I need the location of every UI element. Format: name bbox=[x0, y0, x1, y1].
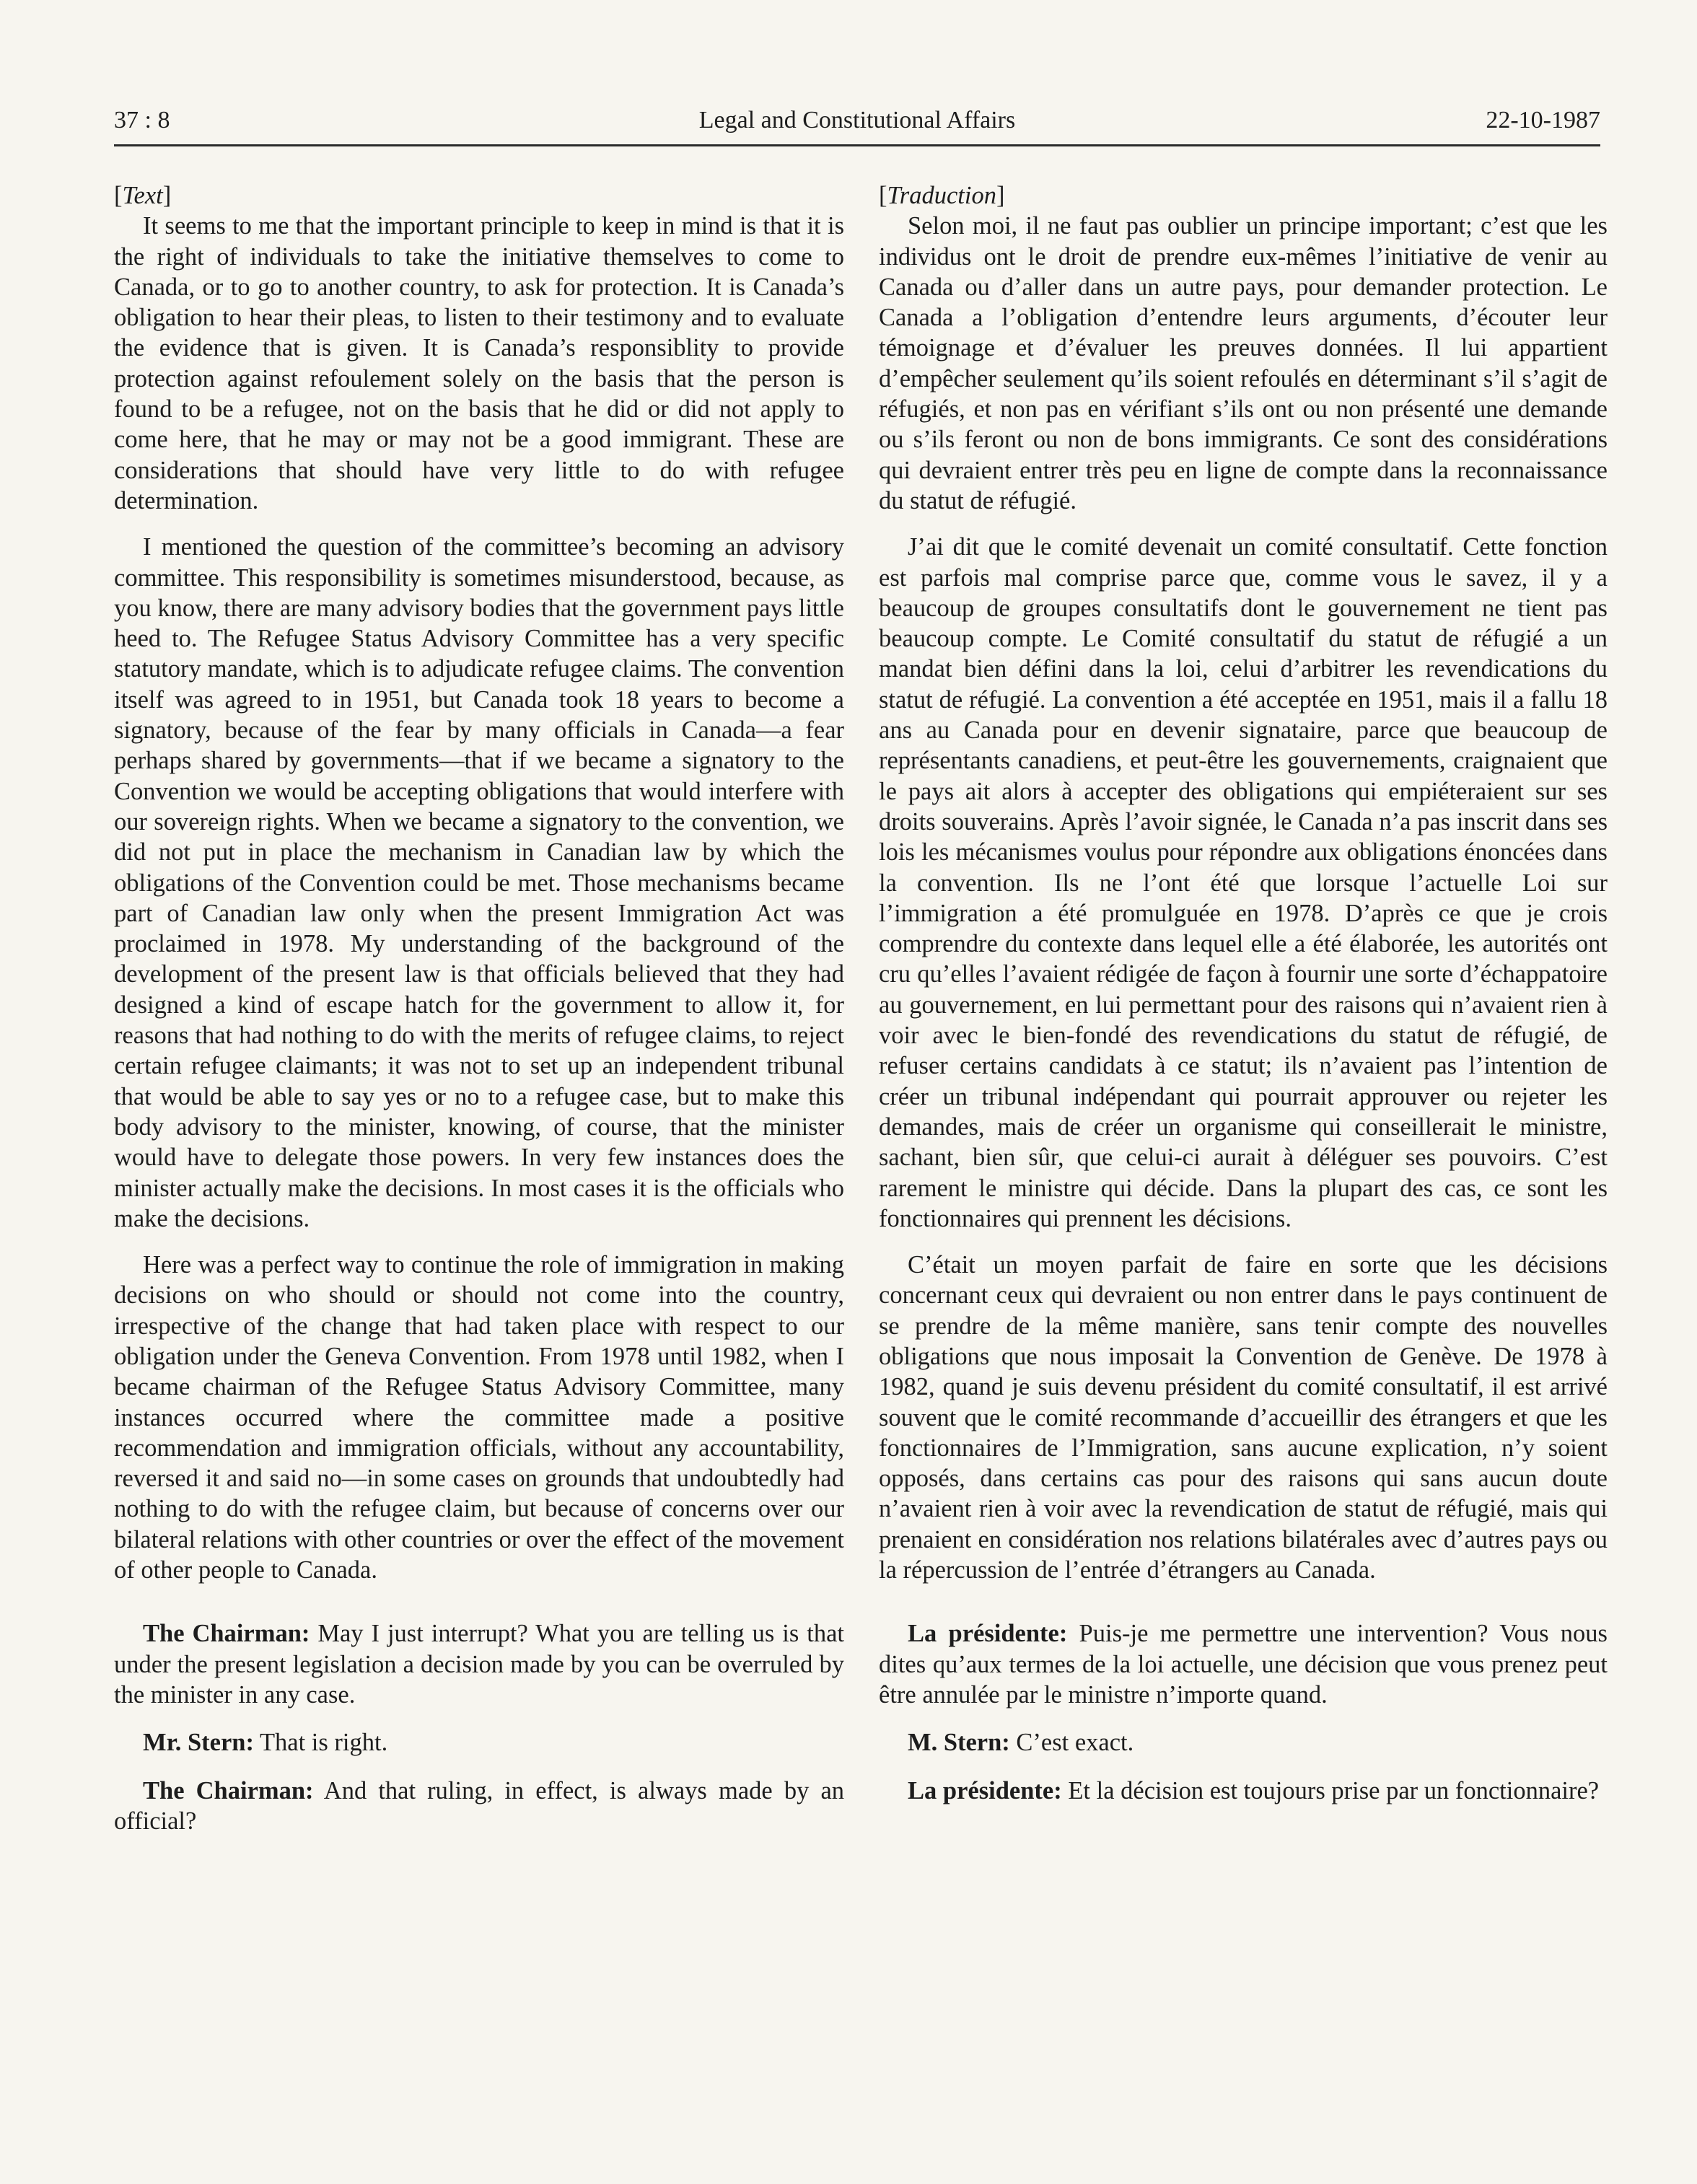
page-date: 22-10-1987 bbox=[1486, 107, 1600, 133]
speech: That is right. bbox=[253, 1729, 388, 1757]
page-title: Legal and Constitutional Affairs bbox=[698, 107, 1016, 133]
speech: Puis-je me permettre une intervention? Vous nous dites qu’aux termes de la loi actuelle, une décision que vous prenez peut être annulée par le ministre n’importe quand. bbox=[879, 1620, 1608, 1709]
paragraph: Here was a perfect way to continue the role of immigration in making decisions on who should or should not come into the country, irrespective of the change that had taken place with respect to our obligation under the Geneva Convention. From 1978 until 1982, when I became chairman of the Refugee Status Advisory Committee, many instances occurred where the committee made a positive recommendation and immigration officials, without any accountability, reversed it and said no—in some cases on grounds that undoubtedly had nothing to do with the refugee claim, but because of concerns over our bilateral relations with other countries or over the effect of the movement of other people to Canada. bbox=[114, 1251, 844, 1584]
exchange bbox=[114, 1618, 844, 1710]
exchange bbox=[879, 1618, 1608, 1710]
paragraph: It seems to me that the important principle to keep in mind is that it is the right of individuals to take the initiative themselves to come to Canada, or to go to another country, to ask for protection. It is Canada’s obligation to hear their pleas, to listen to their testimony and to evaluate the evidence that is given. It is Canada’s responsiblity to provide protection against refoulement solely on the basis that the person is found to be a refugee, not on the basis that he did or did not apply to come here, that he may or may not be a good immigrant. These are considerations that should have very little to do with refugee determination. bbox=[114, 212, 844, 514]
speaker-name: M. Stern: bbox=[908, 1729, 1010, 1757]
speaker-name: The Chairman: bbox=[143, 1620, 310, 1648]
exchange bbox=[879, 1776, 1608, 1806]
speech: C’est exact. bbox=[1009, 1729, 1134, 1757]
paragraph: I mentioned the question of the committee’s becoming an advisory committee. This responsibility is sometimes misunderstood, because, as you know, there are many advisory bodies that the government pays little heed to. The Refugee Status Advisory Committee has a very specific statutory mandate, which is to adjudicate refugee claims. The convention itself was agreed to in 1951, but Canada took 18 years to become a signatory, because of the fear by many officials in Canada—a fear perhaps shared by governments—that if we became a signatory to the Convention we would be accepting obligations that would interfere with our sovereign rights. When we became a signatory to the convention, we did not put in place the mechanism in Canadian law by which the obligations of the Convention could be met. Those mechanisms became part of Canadian law only when the present Immigration Act was proclaimed in 1978. My understanding of the background of the development of the present law is that officials believed that they had designed a kind of escape hatch for the government to allow it, for reasons that had nothing to do with the merits of refugee claims, to reject certain refugee claimants; it was not to set up an independent tribunal that would be able to say yes or no to a refugee case, but to make this body advisory to the minister, knowing, of course, that the minister would have to delegate those powers. In very few instances does the minister actually make the decisions. In most cases it is the officials who make the decisions. bbox=[114, 533, 844, 1232]
speech: Et la décision est toujours prise par un fonctionnaire? bbox=[1061, 1776, 1600, 1804]
french-column bbox=[879, 180, 1608, 1806]
page-header bbox=[114, 105, 1600, 146]
paragraph: Selon moi, il ne faut pas oublier un principe important; c’est que les individus ont le droit de prendre eux-mêmes l’initiative de venir au Canada ou d’aller dans un autre pays, pour demander protection. Le Canada a l’obligation d’entendre leurs arguments, d’écouter leur témoignage et d’évaluer les preuves données. Il lui appartient d’empêcher seulement qu’ils soient refoulés en déterminant s’il s’agit de réfugiés, et non pas en vérifiant s’ils ont ou non présenté une demande ou s’ils feront ou non de bons immigrants. Ce sont des considérations qui devraient entrer très peu en ligne de compte dans la reconnaissance du statut de réfugié. bbox=[879, 212, 1608, 514]
paragraph: J’ai dit que le comité devenait un comité consultatif. Cette fonction est parfois mal comprise parce que, comme vous le savez, il y a beaucoup de groupes consultatifs dont le gouvernement ne tient pas beaucoup compte. Le Comité consultatif du statut de réfugié a un mandat bien défini dans la loi, celui d’arbitrer les revendications du statut de réfugié. La convention a été acceptée en 1951, mais il a fallu 18 ans au Canada pour en devenir signataire, parce que beaucoup de représentants canadiens, et peut-être les gouvernements, craignaient que le pays ait alors à accepter des obligations qui empiéteraient sur ses droits souverains. Après l’avoir signée, le Canada n’a pas inscrit dans ses lois les mécanismes voulus pour répondre aux obligations énoncées dans la convention. Ils ne l’ont été que lorsque l’actuelle Loi sur l’immigration a été promulguée en 1978. D’après ce que je crois comprendre du contexte dans lequel elle a été élaborée, les autorités ont cru qu’elles l’avaient rédigée de façon à fournir une sorte d’échappatoire au gouvernement, en lui permettant pour des raisons qui n’avaient rien à voir avec le bien-fondé des revendications du statut de réfugié, de refuser certains candidats à ce statut; ils n’avaient pas l’intention de créer un tribunal indépendant qui pourrait approuver ou rejeter les demandes, mais de créer un organisme qui conseillerait le ministre, sachant, bien sûr, que celui-ci aurait à déléguer ses pouvoirs. C’est rarement le ministre qui décide. Dans la plupart des cas, ce sont les fonctionnaires qui prennent les décisions. bbox=[879, 533, 1608, 1232]
speaker-name: La présidente: bbox=[908, 1776, 1062, 1804]
section-label: [Traduction] bbox=[879, 182, 1005, 209]
exchange bbox=[114, 1776, 844, 1837]
english-column bbox=[114, 180, 844, 1836]
exchange bbox=[114, 1727, 844, 1758]
page-number: 37 : 8 bbox=[114, 107, 170, 133]
speech: And that ruling, in effect, is always made by an official? bbox=[114, 1776, 845, 1835]
speaker-name: The Chairman: bbox=[143, 1776, 314, 1804]
speech: May I just interrupt? What you are telling us is that under the present legislation a decision made by you can be overruled by the minister in any case. bbox=[114, 1620, 844, 1709]
paragraph: C’était un moyen parfait de faire en sorte que les décisions concernant ceux qui devraient ou non entrer dans le pays continuent de se prendre de la même manière, sans tenir compte des nouvelles obligations que nous imposait la Convention de Genève. De 1978 à 1982, quand je suis devenu président du comité consultatif, il est arrivé souvent que le comité recommande d’accueillir des étrangers et que les fonctionnaires de l’Immigration, sans aucune explication, n’y soient opposés, dans certains cas pour des raisons qui sans aucun doute n’avaient rien à voir avec la revendication de statut de réfugié, mais qui prenaient en considération nos relations bilatérales avec d’autres pays ou la répercussion de l’entrée d’étrangers au Canada. bbox=[879, 1251, 1608, 1584]
exchange bbox=[879, 1727, 1608, 1758]
section-label: [Text] bbox=[114, 182, 172, 209]
speaker-name: Mr. Stern: bbox=[143, 1729, 254, 1757]
speaker-name: La présidente: bbox=[908, 1620, 1068, 1648]
